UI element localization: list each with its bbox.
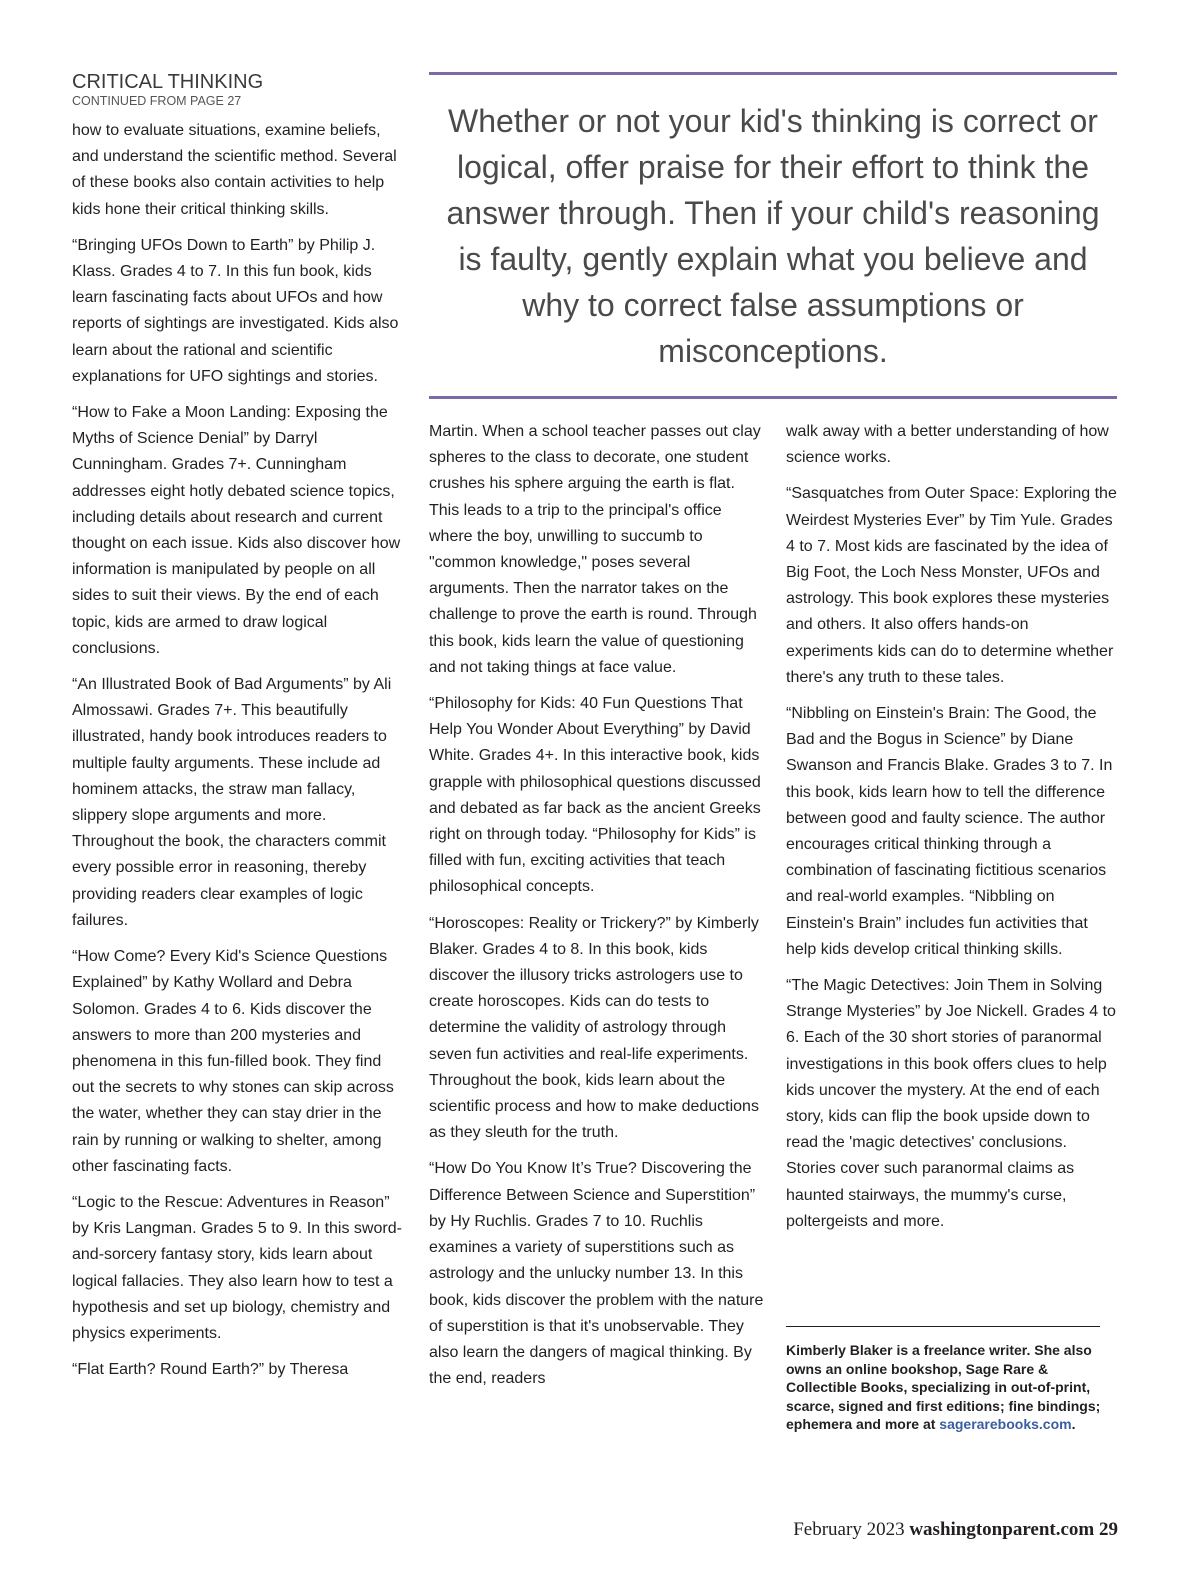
paragraph: “Nibbling on Einstein's Brain: The Good, the Bad and the Bogus in Science” by Diane Swanson and Francis Blake. Grades 3 to 7. In this book, kids learn how to tell the difference between good and faulty science. The author encourages critical thinking through a combination of fascinating fictitious scenarios and real-world examples. “Nibbling on Einstein's Brain” includes fun activities that help kids develop critical thinking skills. xyxy=(786,705,1113,958)
paragraph: “An Illustrated Book of Bad Arguments” by Ali Almossawi. Grades 7+. This beautifully illustrated, handy book introduces readers to multiple faulty arguments. These include ad hominem attacks, the straw man fallacy, slippery slope arguments and more. Throughout the book, the characters commit every possible error in reasoning, thereby providing readers clear examples of logic failures. xyxy=(72,676,392,929)
paragraph: “How Come? Every Kid's Science Questions Explained” by Kathy Wollard and Debra Solomon. Grades 4 to 6. Kids discover the answers to more than 200 mysteries and phenomena in this fun-filled book. They find out the secrets to why stones can skip across the water, whether they can stay drier in the rain by running or walking to shelter, among other fascinating facts. xyxy=(72,948,394,1175)
paragraph: Martin. When a school teacher passes out clay spheres to the class to decorate, one student crushes his sphere arguing the earth is flat. This leads to a trip to the principal's office where the boy, unwilling to succumb to "common knowledge," poses several arguments. Then the narrator takes on the challenge to prove the earth is round. Through this book, kids learn the value of questioning and not taking things at face value. xyxy=(429,423,761,676)
article-column-3 xyxy=(786,419,1118,1245)
author-bio-text: Kimberly Blaker is a freelance writer. She also owns an online bookshop, Sage Rare & Collectible Books, specializing in out-of-print, scarce, signed and first editions; fine bindings; ephemera and more at xyxy=(786,1342,1101,1433)
paragraph: “How Do You Know It’s True? Discovering the Difference Between Science and Superstition” by Hy Ruchlis. Grades 7 to 10. Ruchlis examines a variety of superstitions such as astrology and the unlucky number 13. In this book, kids discover the problem with the nature of superstition is that it's unobservable. They also learn the dangers of magical thinking. By the end, readers xyxy=(429,1160,764,1388)
paragraph: “How to Fake a Moon Landing: Exposing the Myths of Science Denial” by Darryl Cunningham. Grades 7+. Cunningham addresses eight hotly debated science topics, including details about research and current thought on each issue. Kids also discover how information is manipulated by people on all sides to suit their views. By the end of each topic, kids are armed to draw logical conclusions. xyxy=(72,404,401,657)
article-column-2 xyxy=(429,419,765,1402)
author-bio-period: . xyxy=(1071,1416,1076,1433)
paragraph: “Horoscopes: Reality or Trickery?” by Kimberly Blaker. Grades 4 to 8. In this book, kids discover the illusory tricks astrologers use to create horoscopes. Kids can do tests to determine the validity of astrology through seven fun activities and real-life experiments. Throughout the book, kids learn about the scientific process and how to make deductions as they sleuth for the truth. xyxy=(429,914,759,1142)
paragraph: how to evaluate situations, examine beliefs, and understand the scientific method. Several of these books also contain activities to help kids hone their critical thinking skills. xyxy=(72,122,397,218)
author-bio xyxy=(786,1341,1106,1434)
continued-from-note: CONTINUED FROM PAGE 27 xyxy=(72,94,242,108)
paragraph: “Philosophy for Kids: 40 Fun Questions That Help You Wonder About Everything” by David White. Grades 4+. In this interactive book, kids grapple with philosophical questions discussed and debated as far back as the ancient Greeks right on through today. “Philosophy for Kids” is filled with fun, exciting activities that teach philosophical concepts. xyxy=(429,695,761,896)
paragraph: “Flat Earth? Round Earth?” by Theresa xyxy=(72,1361,349,1379)
section-header xyxy=(72,70,263,108)
page-number: 29 xyxy=(1099,1519,1118,1540)
paragraph: “Bringing UFOs Down to Earth” by Philip J. Klass. Grades 4 to 7. In this fun book, kids learn fascinating facts about UFOs and how reports of sightings are investigated. Kids also learn about the rational and scientific explanations for UFO sightings and stories. xyxy=(72,236,399,385)
pull-quote-text: Whether or not your kid's thinking is correct or logical, offer praise for their effort to think the answer through. Then if your child's reasoning is faulty, gently explain what you believe and why to correct false assumptions or misconceptions. xyxy=(446,102,1100,369)
paragraph: “Logic to the Rescue: Adventures in Reason” by Kris Langman. Grades 5 to 9. In this sword-and-sorcery fantasy story, kids learn about logical fallacies. They also learn how to test a hypothesis and set up biology, chemistry and physics experiments. xyxy=(72,1193,402,1342)
paragraph: “Sasquatches from Outer Space: Exploring the Weirdest Mysteries Ever” by Tim Yule. Grades 4 to 7. Most kids are fascinated by the idea of Big Foot, the Loch Ness Monster, UFOs and astrology. This book explores these mysteries and others. It also offers hands-on experiments kids can do to determine whether there's any truth to these tales. xyxy=(786,485,1117,686)
page-footer xyxy=(793,1519,1118,1541)
section-title: CRITICAL THINKING xyxy=(72,71,264,93)
paragraph: walk away with a better understanding of how science works. xyxy=(786,423,1109,467)
pull-quote xyxy=(429,72,1117,399)
bio-divider xyxy=(786,1326,1100,1327)
issue-date: February 2023 xyxy=(793,1519,905,1540)
bookshop-link[interactable]: sagerarebooks.com xyxy=(939,1416,1072,1433)
paragraph: “The Magic Detectives: Join Them in Solving Strange Mysteries” by Joe Nickell. Grades 4 to 6. Each of the 30 short stories of paranormal investigations in this book offers clues to help kids uncover the mystery. At the end of each story, kids can flip the book upside down to read the 'magic detectives' conclusions. Stories cover such paranormal claims as haunted stairways, the mummy's curse, poltergeists and more. xyxy=(786,977,1116,1230)
article-column-1 xyxy=(72,118,404,1393)
footer-website: washingtonparent.com xyxy=(909,1519,1095,1540)
